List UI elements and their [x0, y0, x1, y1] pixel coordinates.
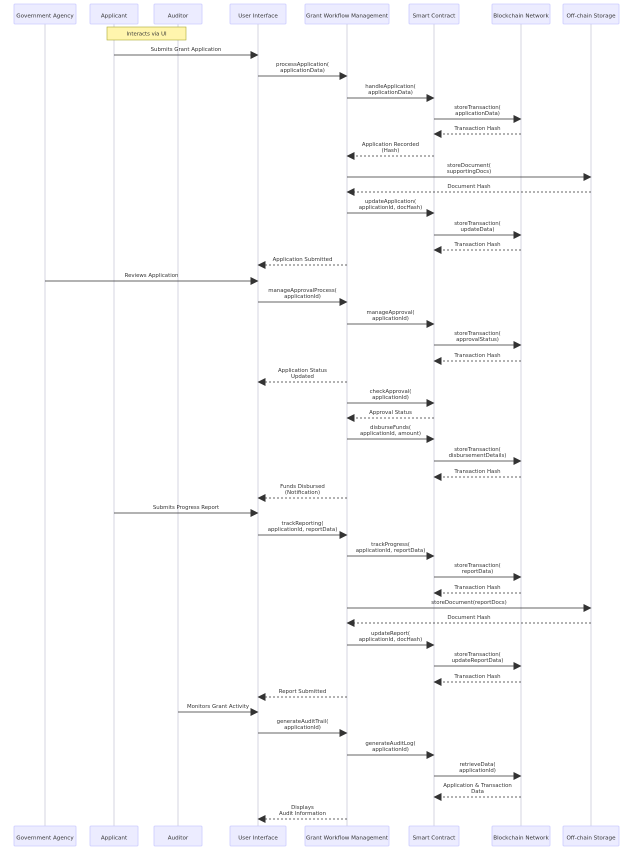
message-label: storeTransaction(: [454, 330, 501, 337]
actor-aud-top: [154, 4, 202, 24]
message-label: Document Hash: [447, 615, 491, 621]
actor-bn-bottom: [492, 826, 550, 846]
message-label: generateAuditLog(: [365, 740, 416, 747]
message-18: [259, 368, 348, 382]
message-label: updateData): [460, 227, 495, 233]
message-label: disbursementDetails): [448, 453, 507, 459]
message-label: Submits Grant Application: [150, 47, 222, 53]
actor-label: User Interface: [238, 835, 278, 842]
message-label: Transaction Hash: [454, 585, 501, 591]
actor-label: Grant Workflow Management: [306, 13, 388, 20]
message-17: [435, 353, 522, 361]
message-label: retrieveData(: [459, 761, 496, 768]
actor-bn-top: [492, 4, 550, 24]
message-label: Application Recorded: [361, 141, 420, 148]
message-label: manageApproval(: [366, 309, 415, 316]
message-label: Funds Disbursed: [280, 483, 325, 490]
actor-label: Off-chain Storage: [566, 13, 616, 20]
message-24: [259, 484, 348, 498]
actor-label: Applicant: [100, 835, 128, 842]
message-label: applicationId, docHash): [358, 205, 423, 211]
message-label: storeTransaction(: [454, 104, 501, 111]
actor-label: Blockchain Network: [493, 835, 549, 842]
message-34: [435, 674, 522, 682]
actor-label: Auditor: [167, 13, 189, 20]
actor-sc-top: [409, 4, 459, 24]
message-16: [434, 331, 521, 345]
message-13: [45, 273, 258, 281]
message-label: storeTransaction(: [454, 651, 501, 658]
actor-label: Government Agency: [16, 13, 74, 20]
message-38: [347, 741, 434, 755]
message-label: applicationId): [372, 747, 409, 753]
message-label: updateReport(: [371, 630, 410, 637]
actor-gwm-top: [305, 4, 389, 24]
actor-label: User Interface: [238, 13, 278, 20]
message-9: [347, 199, 434, 213]
actor-label: Smart Contract: [412, 13, 456, 20]
message-32: [347, 631, 434, 645]
message-6: [348, 142, 435, 156]
message-4: [434, 105, 521, 119]
message-label: storeTransaction(: [454, 220, 501, 227]
message-label: Data: [471, 789, 484, 795]
actor-label: Blockchain Network: [493, 13, 549, 20]
message-10: [434, 221, 521, 235]
message-label: updateApplication(: [364, 198, 417, 205]
message-12: [259, 257, 348, 265]
message-label: Transaction Hash: [454, 469, 501, 475]
message-label: Submits Progress Report: [152, 505, 220, 511]
actor-label: Off-chain Storage: [566, 835, 616, 842]
actor-label: Grant Workflow Management: [306, 835, 388, 842]
message-label: applicationId): [284, 294, 321, 300]
message-29: [435, 585, 522, 593]
message-label: Transaction Hash: [454, 126, 501, 132]
message-27: [347, 542, 434, 556]
message-35: [259, 689, 348, 697]
message-label: trackReporting(: [281, 520, 324, 527]
message-31: [348, 615, 592, 623]
actor-label: Auditor: [167, 835, 189, 842]
message-label: manageApprovalProcess(: [268, 287, 337, 294]
message-label: Transaction Hash: [454, 674, 501, 680]
message-label: Application Status: [277, 367, 328, 374]
message-label: checkApproval(: [369, 388, 412, 395]
message-label: generateAuditTrail(: [276, 718, 329, 725]
message-3: [347, 84, 434, 98]
message-label: disburseFunds(: [370, 424, 411, 431]
actor-ui-top: [230, 4, 286, 24]
message-label: Transaction Hash: [454, 353, 501, 359]
message-20: [348, 410, 435, 418]
message-label: applicationId): [372, 316, 409, 322]
message-label: storeTransaction(: [454, 446, 501, 453]
message-label: storeDocument(: [447, 162, 491, 169]
message-36: [178, 704, 258, 712]
message-label: applicationData): [280, 68, 325, 74]
message-label: applicationId): [372, 395, 409, 401]
message-label: Monitors Grant Activity: [186, 704, 250, 710]
message-label: storeDocument(reportDocs): [431, 600, 507, 606]
message-21: [347, 425, 434, 439]
actor-gwm-bottom: [305, 826, 389, 846]
message-28: [434, 563, 521, 577]
message-22: [434, 447, 521, 461]
message-label: Document Hash: [447, 184, 491, 190]
message-label: processApplication(: [276, 61, 329, 68]
message-26: [258, 521, 347, 535]
message-5: [435, 126, 522, 134]
message-label: (Notification): [284, 490, 321, 496]
message-label: (Hash): [381, 148, 400, 154]
message-label: approvalStatus): [456, 337, 499, 343]
message-label: supportingDocs): [446, 169, 492, 175]
actor-label: Government Agency: [16, 835, 74, 842]
message-label: Approval Status: [369, 410, 412, 416]
message-11: [435, 242, 522, 250]
message-33: [434, 652, 521, 666]
message-label: Application & Transaction: [443, 782, 512, 789]
note: [107, 27, 186, 40]
actor-ui-bottom: [230, 826, 286, 846]
message-label: Displays: [291, 804, 314, 811]
message-7: [347, 163, 591, 177]
message-label: applicationId): [459, 768, 496, 774]
actor-sc-bottom: [409, 826, 459, 846]
actor-ocs-top: [563, 4, 619, 24]
message-8: [348, 184, 592, 192]
message-label: applicationData): [368, 90, 413, 96]
message-label: Transaction Hash: [454, 242, 501, 248]
message-label: applicationId, amount): [359, 431, 422, 437]
actor-label: Applicant: [100, 13, 128, 20]
message-39: [434, 762, 521, 776]
actor-ocs-bottom: [563, 826, 619, 846]
actor-gov-top: [14, 4, 76, 24]
message-19: [347, 389, 434, 403]
message-label: handleApplication(: [365, 83, 416, 90]
message-label: reportData): [461, 569, 494, 575]
actor-aud-bottom: [154, 826, 202, 846]
message-23: [435, 469, 522, 477]
message-30: [347, 600, 591, 608]
actor-label: Smart Contract: [412, 835, 456, 842]
message-label: Report Submitted: [278, 689, 327, 695]
actor-app-top: [90, 4, 138, 24]
message-label: updateReportData): [451, 658, 504, 664]
message-2: [258, 62, 347, 76]
message-label: Application Submitted: [272, 257, 333, 263]
message-15: [347, 310, 434, 324]
message-40: [435, 783, 522, 797]
message-label: trackProgress(: [371, 541, 410, 548]
message-label: applicationId, docHash): [358, 637, 423, 643]
message-25: [114, 505, 258, 513]
note-text: Interacts via UI: [126, 31, 167, 38]
message-label: applicationId, reportData): [267, 527, 338, 533]
message-label: Audit Information: [278, 811, 327, 817]
message-label: Updated: [291, 374, 314, 380]
message-1: [114, 47, 258, 55]
message-37: [258, 719, 347, 733]
actor-gov-bottom: [14, 826, 76, 846]
message-label: Reviews Application: [124, 273, 179, 279]
message-14: [258, 288, 347, 302]
actor-app-bottom: [90, 826, 138, 846]
message-label: storeTransaction(: [454, 562, 501, 569]
message-label: applicationData): [455, 111, 500, 117]
message-41: [259, 805, 348, 819]
message-label: applicationId): [284, 725, 321, 731]
message-label: applicationId, reportData): [355, 548, 426, 554]
